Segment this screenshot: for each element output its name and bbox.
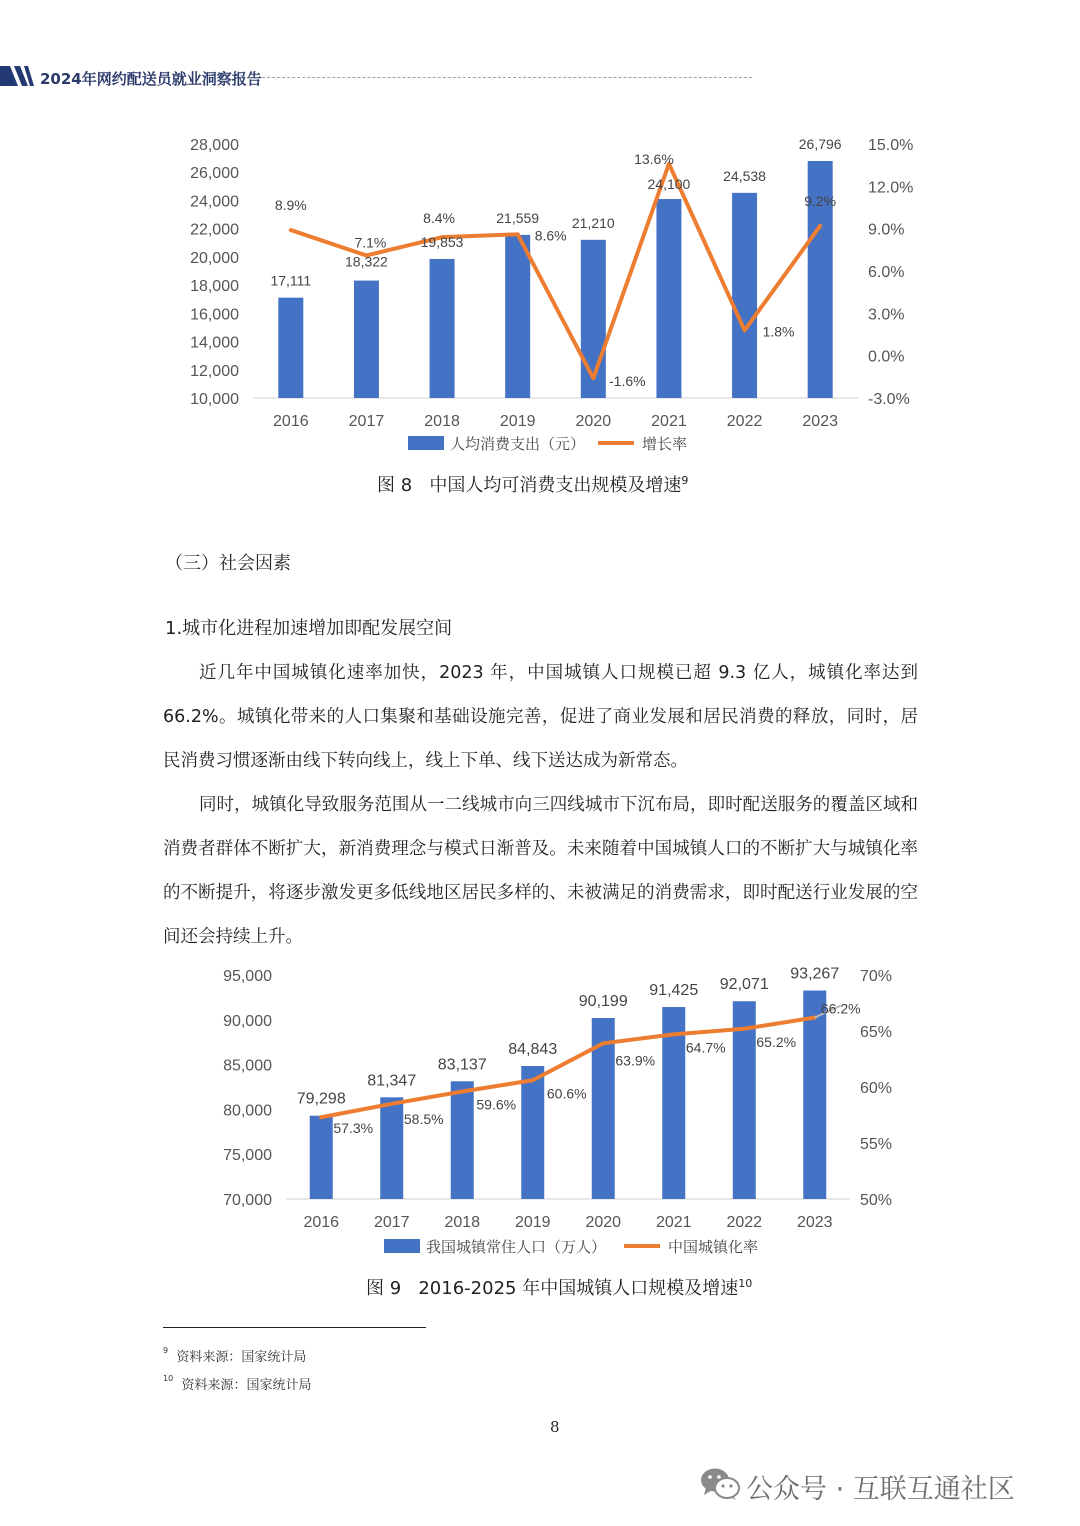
line-data-label: 64.7% xyxy=(685,1039,726,1056)
footnote-9 xyxy=(163,1346,306,1365)
x-axis-tick: 2016 xyxy=(303,1214,340,1231)
left-axis-tick: 70,000 xyxy=(223,1192,272,1209)
line-data-label: 13.6% xyxy=(634,150,674,167)
x-axis-tick: 2020 xyxy=(575,413,612,430)
bar xyxy=(803,991,826,1199)
right-axis-tick: -3.0% xyxy=(868,391,910,408)
figure-8-title: 中国人均可消费支出规模及增速 xyxy=(429,475,682,496)
bar xyxy=(310,1116,333,1199)
left-axis-tick: 16,000 xyxy=(190,306,239,324)
bar-data-label: 90,199 xyxy=(578,993,628,1011)
x-axis-tick: 2018 xyxy=(444,1214,481,1231)
right-axis-tick: 6.0% xyxy=(868,264,905,281)
x-axis-tick: 2016 xyxy=(273,413,309,430)
line-data-label: 8.6% xyxy=(534,227,567,244)
bar-data-label: 81,347 xyxy=(367,1072,417,1090)
line-data-label: 66.2% xyxy=(820,1000,861,1017)
left-axis-tick: 10,000 xyxy=(190,391,239,408)
legend-label-line: 增长率 xyxy=(642,435,688,453)
bar-data-label: 91,425 xyxy=(649,982,699,1000)
x-axis-tick: 2020 xyxy=(585,1214,622,1231)
left-axis-tick: 28,000 xyxy=(190,137,239,154)
paragraph-urbanization-1: 近几年中国城镇化速率加快，2023 年，中国城镇人口规模已超 9.3 亿人，城镇化率达到 66.2%。城镇化带来的人口集聚和基础设施完善，促进了商业发展和居民消费的释放，同时，居民消费习惯逐渐由线下转向线上，线上下单、线下送达成为新常态。 xyxy=(163,663,918,771)
left-axis-tick: 90,000 xyxy=(223,1012,272,1030)
legend-label-line: 中国城镇化率 xyxy=(668,1238,759,1256)
paragraph-urbanization-2: 同时，城镇化导致服务范围从一二线城市向三四线城市下沉布局，即时配送服务的覆盖区域和消费者群体不断扩大，新消费理念与模式日渐普及。未来随着中国城镇人口的不断扩大与城镇化率的不断提升，将逐步激发更多低线地区居民多样的、未被满足的消费需求，即时配送行业发展的空间还会持续上升。 xyxy=(163,795,918,947)
bar-data-label: 79,298 xyxy=(296,1090,346,1108)
page-number: 8 xyxy=(550,1418,560,1436)
right-axis-tick: 15.0% xyxy=(868,137,914,154)
legend-swatch-bar xyxy=(408,436,444,450)
figure-9-number: 图 9 xyxy=(366,1278,402,1299)
figure-9-title: 2016-2025 年中国城镇人口规模及增速 xyxy=(418,1278,739,1299)
bar-data-label: 26,796 xyxy=(798,135,842,152)
bar xyxy=(278,298,303,398)
left-axis-tick: 26,000 xyxy=(190,165,239,183)
figure-9-caption xyxy=(366,1274,752,1300)
footnote-number: 9 xyxy=(163,1346,169,1355)
line-data-label: 63.9% xyxy=(615,1052,656,1069)
wechat-icon xyxy=(700,1467,740,1501)
bar-data-label: 21,559 xyxy=(496,209,540,226)
line-data-label: 8.9% xyxy=(274,197,307,214)
x-axis-tick: 2019 xyxy=(499,413,536,430)
left-axis-tick: 20,000 xyxy=(190,249,239,267)
urban-population-chart xyxy=(0,958,1080,1268)
watermark xyxy=(700,1465,1060,1505)
bar xyxy=(354,281,379,398)
right-axis-tick: 50% xyxy=(860,1192,893,1209)
bar xyxy=(656,199,681,398)
consumption-chart xyxy=(0,125,1080,465)
left-axis-tick: 95,000 xyxy=(223,968,272,985)
bar-data-label: 83,137 xyxy=(437,1056,487,1074)
footnote-number: 10 xyxy=(163,1374,174,1383)
bar-data-label: 93,267 xyxy=(790,965,840,983)
watermark-text: 公众号 · 互联互通社区 xyxy=(746,1474,1015,1505)
x-axis-tick: 2021 xyxy=(651,413,687,430)
footnote-ref-10[interactable]: 10 xyxy=(738,1277,753,1290)
bar-data-label: 92,071 xyxy=(719,976,769,994)
bar xyxy=(380,1097,403,1199)
bar-data-label: 17,111 xyxy=(270,272,312,289)
x-axis-tick: 2017 xyxy=(373,1214,410,1231)
left-axis-tick: 12,000 xyxy=(190,362,239,380)
left-axis-tick: 22,000 xyxy=(190,221,239,239)
right-axis-tick: 60% xyxy=(860,1080,893,1097)
right-axis-tick: 9.0% xyxy=(868,221,905,239)
line-data-label: 7.1% xyxy=(354,234,387,251)
x-axis-tick: 2019 xyxy=(514,1214,551,1231)
left-axis-tick: 14,000 xyxy=(190,334,239,352)
left-axis-tick: 80,000 xyxy=(223,1102,272,1120)
report-logo-icon xyxy=(0,66,34,86)
right-axis-tick: 0.0% xyxy=(868,348,905,366)
bar xyxy=(732,193,757,398)
x-axis-tick: 2021 xyxy=(655,1214,692,1231)
right-axis-tick: 65% xyxy=(860,1024,893,1041)
footnote-ref-9[interactable]: 9 xyxy=(681,474,689,487)
right-axis-tick: 55% xyxy=(860,1136,893,1153)
page-header xyxy=(0,62,1080,92)
header-divider xyxy=(262,77,752,78)
line-data-label: 8.4% xyxy=(423,210,456,227)
x-axis-tick: 2017 xyxy=(348,413,385,430)
left-axis-tick: 18,000 xyxy=(190,278,239,296)
left-axis-tick: 75,000 xyxy=(223,1147,272,1165)
line-data-label: 59.6% xyxy=(476,1096,517,1113)
line-data-label: 57.3% xyxy=(333,1120,374,1137)
line-data-label: 58.5% xyxy=(403,1110,444,1127)
bar-data-label: 19,853 xyxy=(420,233,464,250)
bar-data-label: 21,210 xyxy=(571,214,615,231)
left-axis-tick: 85,000 xyxy=(223,1057,272,1075)
section-heading-social: （三）社会因素 xyxy=(165,553,291,574)
footnote-divider xyxy=(163,1327,426,1328)
bar xyxy=(505,235,530,398)
right-axis-tick: 70% xyxy=(860,968,893,985)
right-axis-tick: 12.0% xyxy=(868,179,914,197)
bar-data-label: 84,843 xyxy=(508,1041,558,1059)
figure-8-caption xyxy=(377,471,688,497)
legend-label-bar: 人均消费支出（元） xyxy=(450,435,586,453)
subsection-heading-urbanization: 1.城市化进程加速增加即配发展空间 xyxy=(165,618,453,639)
left-axis-tick: 24,000 xyxy=(190,193,239,211)
line-data-label: -1.6% xyxy=(609,373,646,390)
right-axis-tick: 3.0% xyxy=(868,306,905,324)
line-data-label: 65.2% xyxy=(756,1033,797,1050)
footnote-text: 资料来源：国家统计局 xyxy=(181,1378,312,1393)
x-axis-tick: 2023 xyxy=(802,413,838,430)
footnote-text: 资料来源：国家统计局 xyxy=(176,1350,307,1365)
figure-8-number: 图 8 xyxy=(377,475,413,496)
bar-data-label: 24,100 xyxy=(647,176,691,193)
line-data-label: 1.8% xyxy=(762,323,795,340)
header-title: 2024年网约配送员就业洞察报告 xyxy=(40,70,262,88)
bar xyxy=(521,1066,544,1199)
legend-label-bar: 我国城镇常住人口（万人） xyxy=(426,1238,607,1256)
x-axis-tick: 2022 xyxy=(726,1214,763,1231)
bar xyxy=(430,259,455,398)
x-axis-tick: 2022 xyxy=(726,413,763,430)
bar-data-label: 24,538 xyxy=(723,167,766,184)
x-axis-tick: 2023 xyxy=(796,1214,833,1231)
line-data-label: 60.6% xyxy=(546,1085,587,1102)
x-axis-tick: 2018 xyxy=(424,413,460,430)
line-data-label: 9.2% xyxy=(804,192,837,209)
footnote-10 xyxy=(163,1374,311,1393)
bar xyxy=(451,1081,474,1199)
bar-data-label: 18,322 xyxy=(345,253,388,270)
legend-swatch-bar xyxy=(384,1239,420,1253)
